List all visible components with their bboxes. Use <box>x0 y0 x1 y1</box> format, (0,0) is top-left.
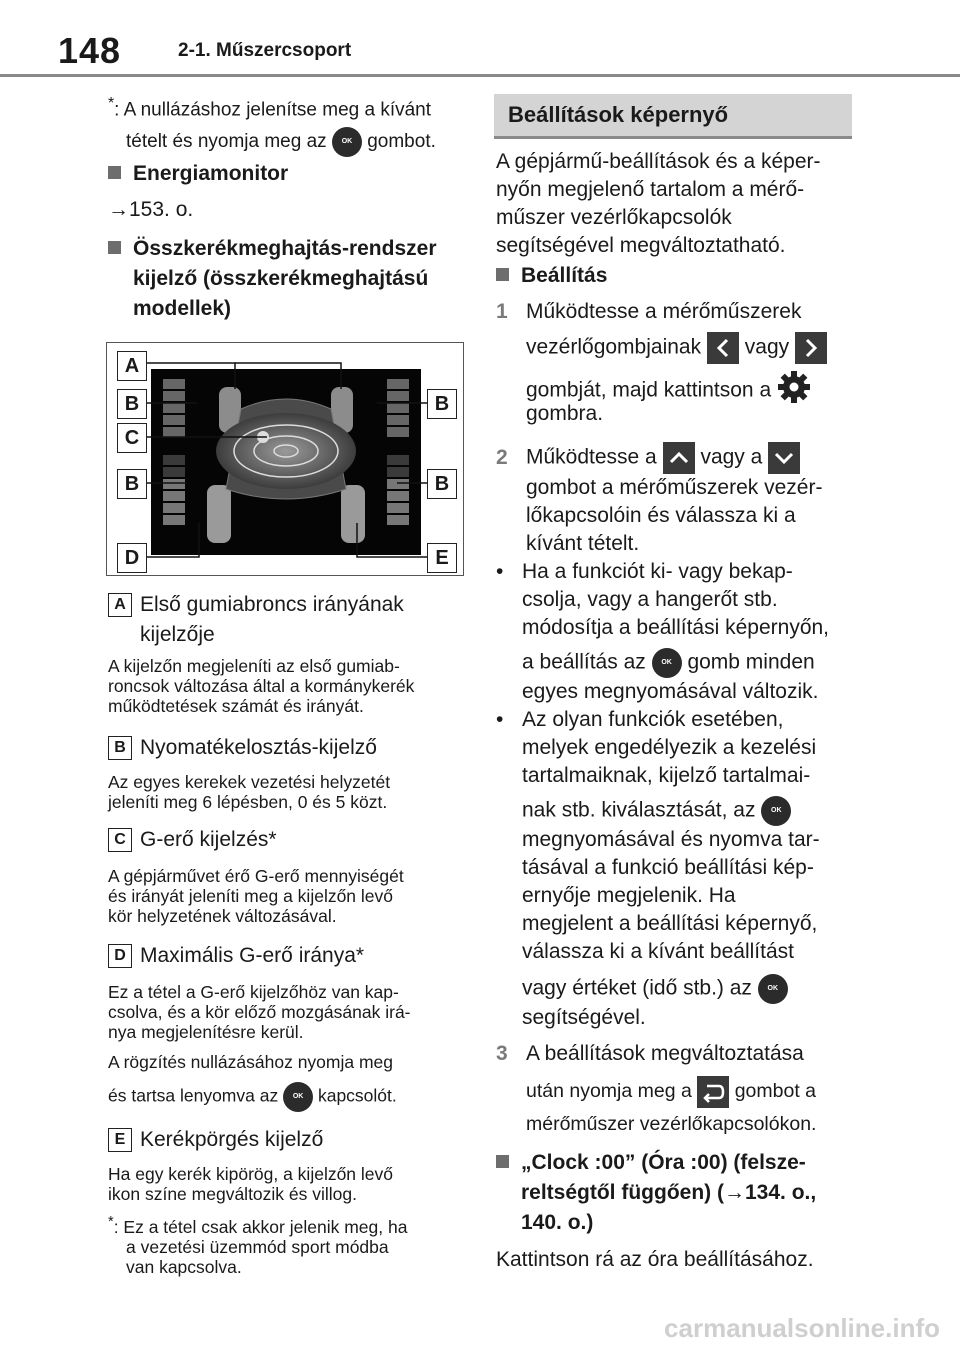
gear-icon <box>777 370 811 412</box>
step-3-line3: mérőműszer vezérlőkapcsolókon. <box>526 1113 817 1135</box>
item-a-desc: A kijelzőn megjeleníti az első gumiab- roncsok változása által a kormánykerék működtetések számát és irányát. <box>108 656 415 716</box>
square-bullet-icon <box>108 241 121 254</box>
ok-button-icon: OK <box>652 648 682 678</box>
clock-desc: Kattintson rá az óra beállításához. <box>496 1248 814 1271</box>
bullet-2-end: segítségével. <box>522 1006 646 1029</box>
label-c: C <box>117 423 147 453</box>
ok-button-icon: OK <box>758 974 788 1004</box>
chevron-right-icon <box>795 332 827 364</box>
clock-heading: „Clock :00” (Óra :00) (felsze- reltségtől függően) (→134. o., 140. o.) <box>496 1148 816 1238</box>
step-1-line2: vezérlőgombjainak vagy <box>526 332 827 364</box>
step-3: 3 A beállítások megváltoztatása <box>496 1042 804 1065</box>
settings-heading: Beállítás <box>496 262 607 290</box>
letter-badge: E <box>108 1128 132 1152</box>
header-divider <box>0 74 960 77</box>
item-c-title: C G-erő kijelzés* <box>108 826 277 854</box>
section-banner: Beállítások képernyő <box>494 94 852 139</box>
bullet-1-end: egyes megnyomásával változik. <box>522 680 819 703</box>
item-a-title: A Első gumiabroncs irányának kijelzője <box>108 590 404 650</box>
ok-button-icon: OK <box>283 1082 313 1112</box>
step-1-line4: gombra. <box>526 402 604 425</box>
square-bullet-icon <box>108 166 121 179</box>
callout-lines <box>107 343 463 575</box>
item-e-desc: Ha egy kerék kipörög, a kijelzőn levő ikon színe megváltozik és villog. <box>108 1164 394 1204</box>
watermark: carmanualsonline.info <box>664 1313 940 1343</box>
bullet-2-ok-line2: vagy értéket (idő stb.) az OK <box>522 974 788 1004</box>
letter-badge: B <box>108 736 132 760</box>
label-b-left-top: B <box>117 389 147 419</box>
section-title: 2-1. Műszercsoport <box>178 40 352 61</box>
ok-button-icon: OK <box>761 796 791 826</box>
item-c-desc: A gépjárművet érő G-erő mennyiségét és irányát jeleníti meg a kijelzőn levő kör helyzetének változásával. <box>108 866 404 926</box>
item-b-title: B Nyomatékelosztás-kijelző <box>108 734 377 762</box>
label-b-left-bottom: B <box>117 469 147 499</box>
label-a: A <box>117 351 147 381</box>
item-d-extra2: és tartsa lenyomva az OK kapcsolót. <box>108 1082 397 1112</box>
bullet-2-body: megnyomásával és nyomva tar- tásával a funkció beállítási kép- ernyője megjelenik. Ha megjelent a beállítási képernyő, válassza ki a kívánt beállítást <box>522 828 820 963</box>
page-number: 148 <box>58 30 122 71</box>
letter-badge: A <box>108 593 132 617</box>
label-e: E <box>427 543 457 573</box>
step-1-line3: gombját, majd kattintson a <box>526 370 811 412</box>
letter-badge: D <box>108 944 132 968</box>
label-b-right-top: B <box>427 389 457 419</box>
chevron-left-icon <box>707 332 739 364</box>
letter-badge: C <box>108 828 132 852</box>
bullet-2-ok-line: nak stb. kiválasztását, az OK <box>522 796 791 826</box>
item-b-desc: Az egyes kerekek vezetési helyzetét jeleníti meg 6 lépésben, 0 és 5 közt. <box>108 772 391 812</box>
step-1: 1 Működtesse a mérőműszerek <box>496 300 802 323</box>
energy-heading: Energiamonitor <box>108 160 288 188</box>
intro-text: A gépjármű-beállítások és a képer- nyőn megjelenő tartalom a mérő- műszer vezérlőkapcsolók segítségével megváltoztatható. <box>496 150 821 257</box>
label-b-right-bottom: B <box>427 469 457 499</box>
awd-display-figure <box>106 342 464 576</box>
step-2: 2 Működtesse a vagy a <box>496 442 800 474</box>
bullet-1-ok-line: a beállítás az OK gomb minden <box>522 648 815 678</box>
footnote-top-line2: tételt és nyomja meg az OK gombot. <box>126 127 436 157</box>
awd-heading: Összkerékmeghajtás-rendszer kijelző (összkerékmeghajtású modellek) <box>108 234 437 324</box>
bullet-1: • Ha a funkciót ki- vagy bekap- csolja, vagy a hangerőt stb. módosítja a beállítási képernyőn, <box>496 560 830 639</box>
step-3-line2: után nyomja meg a gombot a <box>526 1076 816 1108</box>
square-bullet-icon <box>496 1155 509 1168</box>
back-arrow-icon <box>697 1076 729 1108</box>
footnote-top: *: A nullázáshoz jelenítse meg a kívánt <box>108 95 432 121</box>
footnote-bottom: *: Ez a tétel csak akkor jelenik meg, ha a vezetési üzemmód sport módba van kapcsolva. <box>108 1214 408 1277</box>
label-d: D <box>117 543 147 573</box>
item-e-title: E Kerékpörgés kijelző <box>108 1126 323 1154</box>
step-2-lines: gombot a mérőműszerek vezér- lőkapcsolóin és válassza ki a kívánt tételt. <box>526 476 823 555</box>
square-bullet-icon <box>496 268 509 281</box>
item-d-extra1: A rögzítés nullázásához nyomja meg <box>108 1052 394 1072</box>
item-d-desc: Ez a tétel a G-erő kijelzőhöz van kap- csolva, és a kör előző mozgásának irá- nya megjelenítésre kerül. <box>108 982 411 1042</box>
ok-button-icon: OK <box>332 127 362 157</box>
bullet-2: • Az olyan funkciók esetében, melyek engedélyezik a kezelési tartalmaiknak, kijelző tartalmai- <box>496 708 817 787</box>
chevron-up-icon <box>663 442 695 474</box>
item-d-title: D Maximális G-erő iránya* <box>108 942 364 970</box>
energy-ref: →153. o. <box>108 198 194 221</box>
chevron-down-icon <box>768 442 800 474</box>
